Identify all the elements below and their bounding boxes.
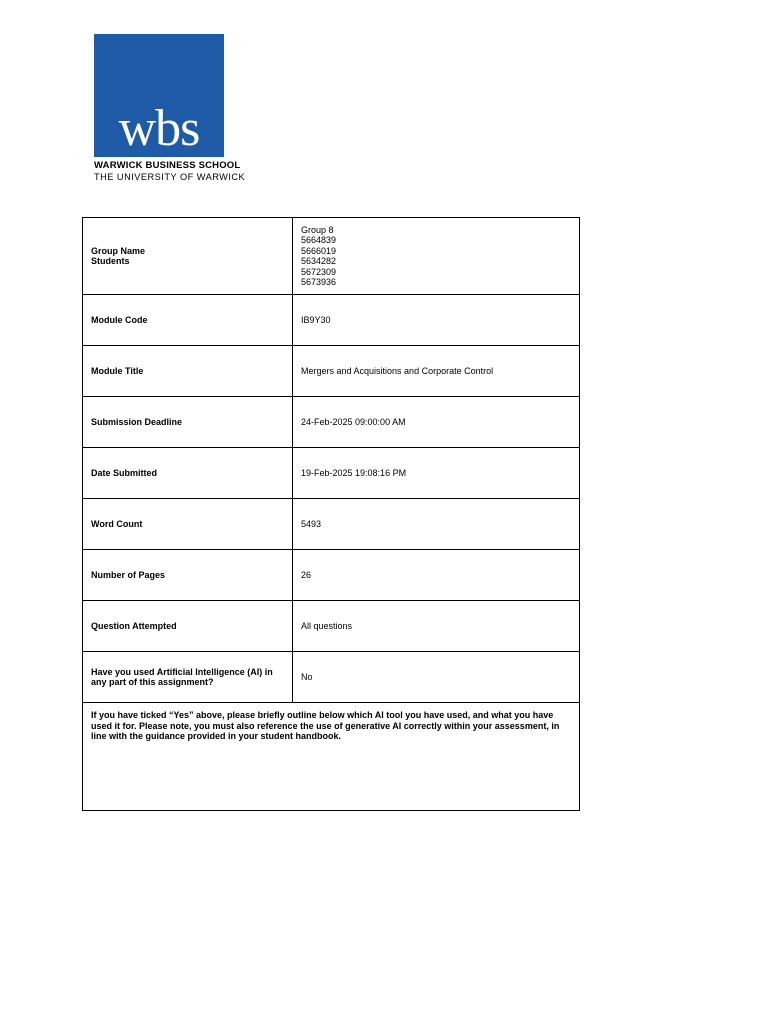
module-title-label: Module Title (83, 346, 293, 397)
module-code-value: IB9Y30 (293, 295, 580, 346)
student-id: 5664839 (301, 235, 337, 245)
table-row (83, 397, 580, 448)
student-id: 5634282 (301, 256, 337, 266)
table-row (83, 448, 580, 499)
question-attempted-value: All questions (293, 601, 580, 652)
ai-usage-answer: No (293, 652, 580, 703)
table-row (83, 346, 580, 397)
cover-sheet-table (82, 217, 580, 811)
table-row (83, 295, 580, 346)
wbs-logo (94, 34, 224, 157)
table-row (83, 550, 580, 601)
submission-deadline-value: 24-Feb-2025 09:00:00 AM (293, 397, 580, 448)
question-attempted-label: Question Attempted (83, 601, 293, 652)
student-id: 5672309 (301, 266, 337, 277)
table-row (83, 601, 580, 652)
table-row (83, 218, 580, 295)
group-students-value-cell (293, 218, 580, 295)
students-label: Students (91, 256, 130, 266)
submission-deadline-label: Submission Deadline (83, 397, 293, 448)
table-row (83, 703, 580, 811)
word-count-label: Word Count (83, 499, 293, 550)
ai-usage-question-label: Have you used Artificial Intelligence (AI) in any part of this assignment? (83, 652, 293, 703)
word-count-value: 5493 (293, 499, 580, 550)
module-title-value: Mergers and Acquisitions and Corporate Control (293, 346, 580, 397)
date-submitted-value: 19-Feb-2025 19:08:16 PM (293, 448, 580, 499)
table-row (83, 499, 580, 550)
logo-wordmark: wbs (118, 100, 200, 157)
school-name: WARWICK BUSINESS SCHOOL (94, 160, 241, 171)
student-id: 5666019 (301, 245, 337, 256)
group-name-label: Group Name (91, 245, 146, 256)
number-of-pages-label: Number of Pages (83, 550, 293, 601)
ai-usage-note: If you have ticked “Yes” above, please briefly outline below which AI tool you have used, and what you have used it for. Please note, you must also reference the use of generative AI correctly within your assessment, in line with the guidance provided in your student handbook. (83, 703, 580, 811)
group-name-value: Group 8 (301, 224, 334, 235)
number-of-pages-value: 26 (293, 550, 580, 601)
table-row (83, 652, 580, 703)
university-name: THE UNIVERSITY OF WARWICK (94, 172, 246, 182)
student-id: 5673936 (301, 277, 337, 287)
module-code-label: Module Code (83, 295, 293, 346)
date-submitted-label: Date Submitted (83, 448, 293, 499)
group-students-label-cell (83, 218, 293, 295)
